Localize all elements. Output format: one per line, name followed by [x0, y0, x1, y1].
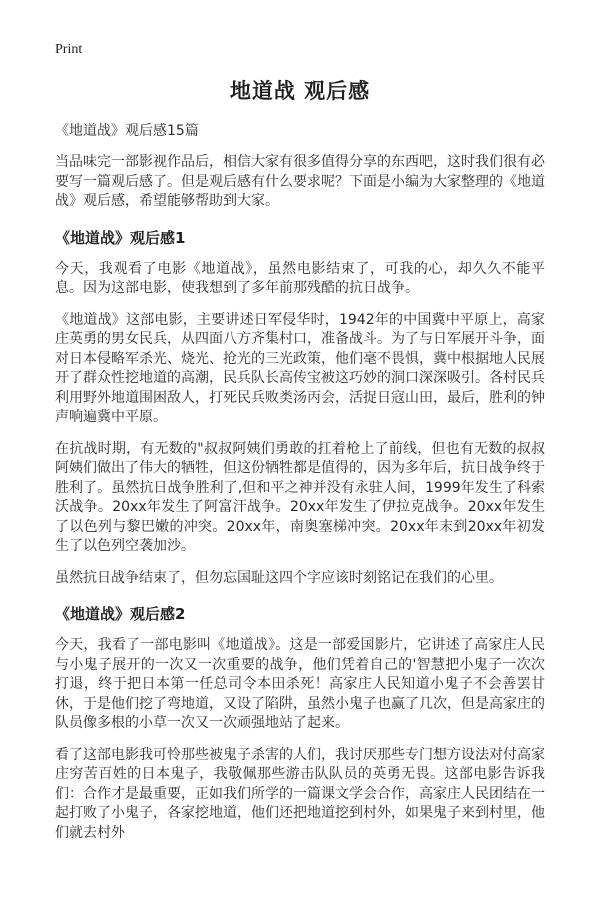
essay-section-heading: 《地道战》观后感2: [55, 605, 186, 623]
essay-paragraph: 在抗战时期，有无数的"叔叔阿姨们勇敢的扛着枪上了前线，但也有无数的叔叔阿姨们做出了伟大的牺牲，但这份牺牲都是值得的，因为多年后，抗日战争终于胜利了。虽然抗日战争胜利了,但和平之神并没有永驻人间，1999年发生了科索沃战争。20xx年发生了阿富汗战争。20xx年发生了伊拉克战争。20xx年发生了以色列与黎巴嫩的冲突。20xx年，南奥塞梯冲突。20xx年末到20xx年初发生了以色列空袭加沙。: [55, 440, 545, 554]
essay-paragraph: 看了这部电影我可怜那些被鬼子杀害的人们，我讨厌那些专门想方设法对付高家庄穷苦百姓的日本鬼子，我敬佩那些游击队队员的英勇无畏。这部电影告诉我们：合作才是最重要，正如我们所学的一篇课文学会合作，高家庄人民团结在一起打败了小鬼子，各家挖地道，他们还把地道挖到村外，如果鬼子来到村里，他们就去村外: [55, 746, 545, 841]
page-title: 地道战 观后感: [229, 79, 371, 103]
essay-section-heading: 《地道战》观后感1: [55, 228, 186, 247]
essay-paragraph: 今天，我观看了电影《地道战》，虽然电影结束了，可我的心，却久久不能平息。因为这部电影，使我想到了多年前那残酷的抗日战争。: [55, 260, 545, 296]
essay-paragraph: 今天，我看了一部电影叫《地道战》。这是一部爱国影片，它讲述了高家庄人民与小鬼子展开的一次又一次重要的战争，他们凭着自己的'智慧把小鬼子一次次打退，终于把日本第一任总司令本田杀死！高家庄人民知道小鬼子不会善罢甘休，于是他们挖了弯地道，又设了陷阱，虽然小鬼子也赢了几次，但是高家庄的队员像多根的小草一次又一次顽强地站了起来。: [55, 637, 545, 731]
article-subtitle: 《地道战》观后感15篇: [55, 123, 199, 139]
essay-paragraph: 当品味完一部影视作品后，相信大家有很多值得分享的东西吧，这时我们很有必要写一篇观后感了。但是观后感有什么要求呢？下面是小编为大家整理的《地道战》观后感，希望能够帮助到大家。: [55, 154, 545, 209]
print-link[interactable]: Print: [55, 42, 83, 57]
article-body: [55, 153, 545, 843]
essay-paragraph: 《地道战》这部电影，主要讲述日军侵华时，1942年的中国冀中平原上，高家庄英勇的男女民兵，从四面八方齐集村口，准备战斗。为了与日军展开斗争，面对日本侵略军杀光、烧光、抢光的三光政策，他们毫不畏惧，冀中根据地人民展开了群众性挖地道的高潮，民兵队长高传宝被这巧妙的洞口深深吸引。各村民兵利用野外地道围困敌人，打死民兵败类汤丙会，活捉日寇山田，最后，胜利的钟声响遍冀中平原。: [55, 311, 545, 425]
essay-paragraph: 虽然抗日战争结束了，但勿忘国耻这四个字应该时刻铭记在我们的心里。: [55, 569, 503, 586]
